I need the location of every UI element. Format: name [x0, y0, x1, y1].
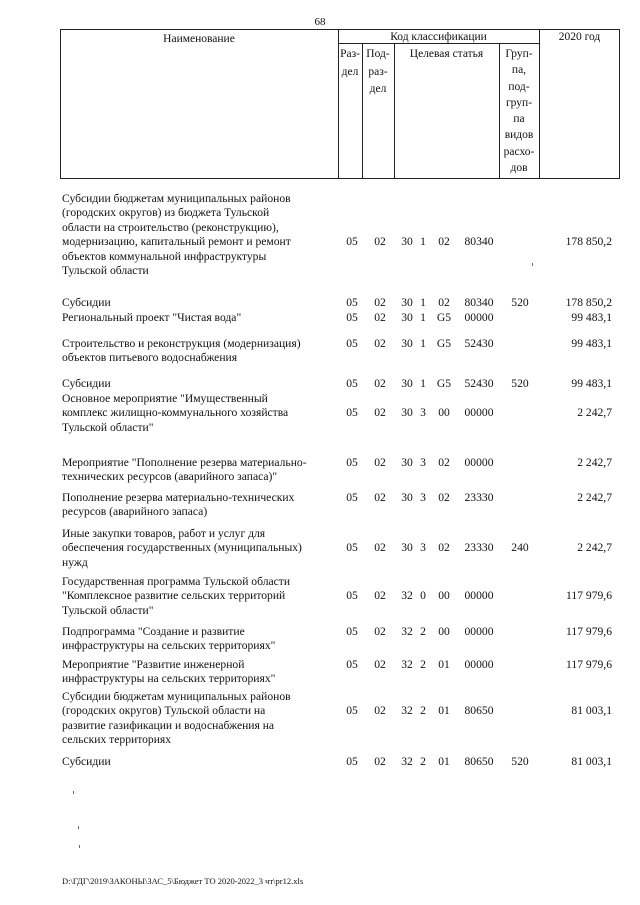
cell-p1: 30 — [401, 377, 413, 390]
cell-podrazdel: 02 — [374, 296, 386, 309]
cell-razdel: 05 — [346, 755, 358, 768]
cell-p2: 3 — [420, 456, 426, 469]
cell-razdel: 05 — [346, 589, 358, 603]
cell-p2: 3 — [420, 541, 426, 555]
row-name-line: Субсидии бюджетам муниципальных районов — [62, 192, 291, 205]
cell-podrazdel: 02 — [374, 406, 386, 420]
cell-p1: 32 — [401, 658, 413, 671]
cell-podrazdel: 02 — [374, 589, 386, 603]
row-name — [62, 311, 338, 325]
row-name — [62, 377, 338, 391]
cell-p1: 30 — [401, 456, 413, 469]
header-target-article: Целевая статья — [409, 48, 484, 60]
row-name — [62, 337, 338, 366]
row-name — [62, 575, 338, 618]
row-name-line: "Комплексное развитие сельских территорий — [62, 589, 286, 603]
cell-amount: 2 242,7 — [577, 406, 612, 420]
cell-amount: 99 483,1 — [571, 311, 612, 324]
row-name — [62, 296, 338, 310]
cell-vid: 520 — [511, 296, 529, 309]
row-name-line: Подпрограмма "Создание и развитие — [62, 625, 245, 638]
cell-podrazdel: 02 — [374, 541, 386, 555]
cell-p3: 01 — [438, 755, 450, 768]
header-section: Раз- дел — [340, 48, 360, 78]
row-name-line: Региональный проект "Чистая вода" — [62, 311, 242, 324]
row-name-line: (городских округов) из бюджета Тульской — [62, 206, 270, 220]
cell-p4: 00000 — [464, 406, 494, 420]
cell-podrazdel: 02 — [374, 658, 386, 671]
row-name-line: Государственная программа Тульской области — [62, 575, 291, 588]
cell-podrazdel: 02 — [374, 625, 386, 638]
row-name-line: технических ресурсов (аварийного запаса)" — [62, 470, 278, 484]
cell-amount: 99 483,1 — [571, 377, 612, 390]
row-name-line: Субсидии — [62, 377, 111, 390]
cell-p2: 2 — [420, 755, 426, 768]
row-name-line: сельских территориях — [62, 733, 172, 747]
cell-razdel: 05 — [346, 625, 358, 638]
cell-vid: 520 — [511, 755, 529, 768]
row-name-line: комплекс жилищно-коммунального хозяйства — [62, 406, 289, 420]
cell-p3: 02 — [438, 235, 450, 249]
cell-p2: 1 — [420, 296, 426, 309]
cell-p4: 80650 — [464, 704, 494, 718]
cell-p1: 32 — [401, 589, 413, 603]
cell-podrazdel: 02 — [374, 377, 386, 390]
row-name — [62, 192, 338, 278]
cell-razdel: 05 — [346, 311, 358, 324]
cell-razdel: 05 — [346, 541, 358, 555]
row-name-line: Пополнение резерва материально-технических — [62, 491, 295, 504]
cell-p1: 30 — [401, 541, 413, 555]
cell-amount: 117 979,6 — [566, 589, 612, 603]
row-name — [62, 527, 338, 570]
cell-razdel: 05 — [346, 704, 358, 718]
row-name-line: Тульской области — [62, 264, 149, 278]
row-name-line: Субсидии — [62, 755, 111, 768]
cell-vid: 240 — [511, 541, 529, 555]
cell-p2: 0 — [420, 589, 426, 603]
cell-p1: 32 — [401, 704, 413, 718]
cell-podrazdel: 02 — [374, 491, 386, 504]
cell-amount: 178 850,2 — [565, 235, 612, 249]
cell-amount: 81 003,1 — [571, 704, 612, 718]
cell-p3: G5 — [436, 311, 452, 324]
cell-p3: 00 — [438, 589, 450, 603]
cell-podrazdel: 02 — [374, 337, 386, 350]
row-name-line: Субсидии бюджетам муниципальных районов — [62, 690, 291, 703]
cell-amount: 117 979,6 — [566, 658, 612, 671]
cell-p3: 02 — [438, 491, 450, 504]
row-name — [62, 491, 338, 520]
row-name-line: (городских округов) Тульской области на — [62, 704, 266, 718]
cell-p3: 00 — [438, 406, 450, 420]
cell-p4: 80340 — [464, 235, 494, 249]
row-name — [62, 690, 338, 748]
cell-p1: 30 — [401, 296, 413, 309]
header-subsection: Под- раз- дел — [366, 48, 390, 95]
row-name-line: Мероприятие "Развитие инженерной — [62, 658, 245, 671]
cell-p4: 00000 — [464, 311, 494, 324]
cell-p4: 00000 — [464, 589, 494, 603]
divider-podrazdel — [394, 43, 395, 179]
row-name-line: Мероприятие "Пополнение резерва материально- — [62, 456, 307, 469]
cell-p1: 30 — [401, 406, 413, 420]
cell-p4: 00000 — [464, 456, 494, 469]
cell-p4: 00000 — [464, 625, 494, 638]
row-name-line: Тульской области" — [62, 420, 154, 434]
header-year: 2020 год — [558, 31, 601, 43]
cell-p3: G5 — [436, 377, 452, 390]
cell-p1: 30 — [401, 235, 413, 249]
row-name-line: Основное мероприятие "Имущественный — [62, 392, 268, 405]
row-name — [62, 658, 338, 687]
cell-p2: 2 — [420, 658, 426, 671]
row-name-line: инфраструктуры на сельских территориях" — [62, 672, 276, 686]
row-name-line: ресурсов (аварийного запаса) — [62, 505, 208, 519]
cell-p2: 2 — [420, 704, 426, 718]
scan-mark — [79, 845, 80, 848]
row-name — [62, 456, 338, 485]
cell-p4: 23330 — [464, 541, 494, 555]
cell-amount: 81 003,1 — [571, 755, 612, 768]
cell-p1: 30 — [401, 337, 413, 350]
cell-p4: 52430 — [464, 377, 494, 390]
cell-p4: 23330 — [464, 491, 494, 504]
cell-p1: 30 — [401, 311, 413, 324]
cell-razdel: 05 — [346, 406, 358, 420]
row-name-line: инфраструктуры на сельских территориях" — [62, 639, 276, 653]
header-expense-group: Груп- па, под- груп- па видов расхо- дов — [503, 48, 535, 175]
row-name-line: объектов питьевого водоснабжения — [62, 351, 238, 365]
row-name-line: развитие газификации и водоснабжения на — [62, 718, 275, 732]
footer-file-path: D:\ГДГ\2019\ЗАКОНЫ\ЗАС_5\Бюджет ТО 2020-2022_3 чт\pr12.xls — [62, 876, 304, 886]
cell-p2: 3 — [420, 491, 426, 504]
cell-p4: 80340 — [464, 296, 494, 309]
cell-p4: 52430 — [464, 337, 494, 350]
cell-podrazdel: 02 — [374, 456, 386, 469]
cell-amount: 2 242,7 — [577, 541, 612, 555]
cell-vid: 520 — [511, 377, 529, 390]
cell-p4: 80650 — [464, 755, 494, 768]
cell-razdel: 05 — [346, 337, 358, 350]
row-name — [62, 625, 338, 654]
cell-razdel: 05 — [346, 658, 358, 671]
cell-p3: G5 — [436, 337, 452, 350]
cell-amount: 99 483,1 — [571, 337, 612, 350]
cell-p2: 1 — [420, 311, 426, 324]
cell-razdel: 05 — [346, 491, 358, 504]
cell-amount: 2 242,7 — [577, 491, 612, 504]
row-name-line: объектов коммунальной инфраструктуры — [62, 249, 267, 263]
cell-podrazdel: 02 — [374, 755, 386, 768]
header-name: Наименование — [163, 33, 235, 45]
cell-p3: 00 — [438, 625, 450, 638]
row-name-line: обеспечения государственных (муниципальных) — [62, 541, 302, 555]
cell-p3: 01 — [438, 658, 450, 671]
row-name-line: Тульской области" — [62, 603, 154, 617]
header-code-classification: Код классификации — [390, 31, 487, 43]
row-name-line: области на строительство (реконструкцию), — [62, 220, 279, 234]
cell-amount: 2 242,7 — [577, 456, 612, 469]
row-name — [62, 392, 338, 435]
scan-mark — [73, 791, 74, 794]
cell-p3: 02 — [438, 541, 450, 555]
divider-year — [539, 29, 540, 179]
scan-mark — [78, 826, 79, 829]
page-number: 68 — [314, 16, 326, 28]
cell-p4: 00000 — [464, 658, 494, 671]
row-name-line: Субсидии — [62, 296, 111, 309]
cell-podrazdel: 02 — [374, 235, 386, 249]
cell-p2: 1 — [420, 337, 426, 350]
row-name-line: модернизацию, капитальный ремонт и ремонт — [62, 235, 291, 249]
cell-p1: 30 — [401, 491, 413, 504]
cell-razdel: 05 — [346, 296, 358, 309]
cell-p3: 01 — [438, 704, 450, 718]
cell-p1: 32 — [401, 625, 413, 638]
cell-podrazdel: 02 — [374, 311, 386, 324]
cell-p2: 3 — [420, 406, 426, 420]
cell-p2: 1 — [420, 377, 426, 390]
cell-p3: 02 — [438, 296, 450, 309]
cell-p2: 2 — [420, 625, 426, 638]
row-name-line: нужд — [62, 555, 88, 569]
cell-p3: 02 — [438, 456, 450, 469]
cell-razdel: 05 — [346, 456, 358, 469]
cell-razdel: 05 — [346, 235, 358, 249]
cell-razdel: 05 — [346, 377, 358, 390]
row-name-line: Иные закупки товаров, работ и услуг для — [62, 527, 266, 540]
cell-p2: 1 — [420, 235, 426, 249]
row-name-line: Строительство и реконструкция (модернизация) — [62, 337, 301, 350]
cell-amount: 117 979,6 — [566, 625, 612, 638]
scan-mark — [532, 263, 533, 266]
cell-podrazdel: 02 — [374, 704, 386, 718]
cell-amount: 178 850,2 — [565, 296, 612, 309]
row-name — [62, 755, 338, 769]
cell-p1: 32 — [401, 755, 413, 768]
